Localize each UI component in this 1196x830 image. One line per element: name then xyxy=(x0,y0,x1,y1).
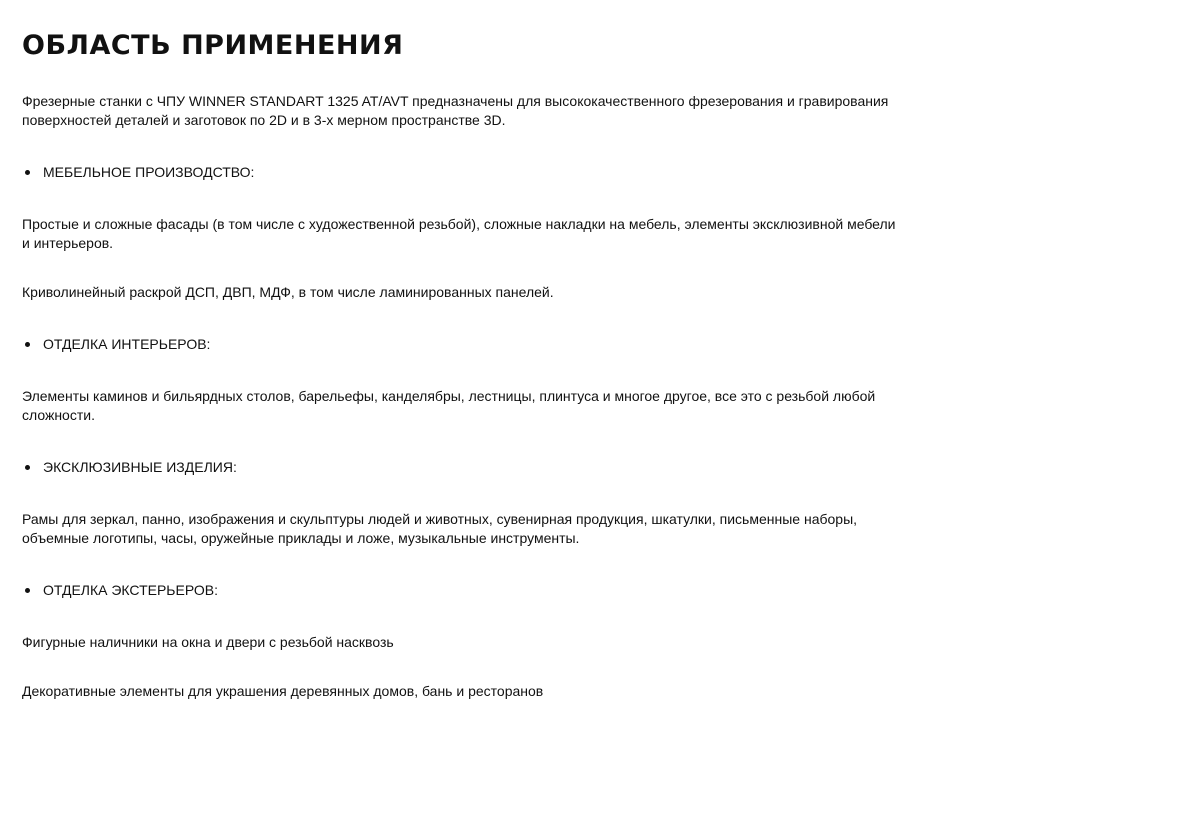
section-paragraph: Элементы каминов и бильярдных столов, барельефы, канделябры, лестницы, плинтуса и многое другое, все это с резьбой любой сложности. xyxy=(22,388,876,423)
section-paragraph: Простые и сложные фасады (в том числе с художественной резьбой), сложные накладки на мебель, элементы эксклюзивной мебели и интерьеров. xyxy=(22,216,896,251)
section-paragraph: Декоративные элементы для украшения деревянных домов, бань и ресторанов xyxy=(22,683,544,699)
document-content xyxy=(22,28,902,701)
bullet-icon xyxy=(25,465,30,470)
intro-paragraph: Фрезерные станки с ЧПУ WINNER STANDART 1325 AT/AVT предназначены для высококачественного фрезерования и гравирования поверхностей деталей и заготовок по 2D и в 3-х мерном пространстве 3D. xyxy=(22,93,889,128)
bullet-icon xyxy=(25,588,30,593)
section-heading-exclusive xyxy=(22,458,902,477)
bullet-icon xyxy=(25,342,30,347)
page-title: ОБЛАСТЬ ПРИМЕНЕНИЯ xyxy=(22,30,404,61)
section-heading-label: ОТДЕЛКА ЭКСТЕРЬЕРОВ: xyxy=(43,582,218,598)
section-heading-interiors xyxy=(22,335,902,354)
section-heading-furniture xyxy=(22,163,902,182)
section-paragraph: Криволинейный раскрой ДСП, ДВП, МДФ, в том числе ламинированных панелей. xyxy=(22,284,554,300)
document-body xyxy=(22,92,902,701)
section-heading-exteriors xyxy=(22,581,902,600)
section-paragraph: Фигурные наличники на окна и двери с резьбой насквозь xyxy=(22,634,394,650)
section-heading-label: МЕБЕЛЬНОЕ ПРОИЗВОДСТВО: xyxy=(43,164,255,180)
section-paragraph: Рамы для зеркал, панно, изображения и скульптуры людей и животных, сувенирная продукция, шкатулки, письменные наборы, объемные логотипы, часы, оружейные приклады и ложе, музыкальные инструменты. xyxy=(22,511,858,546)
section-heading-label: ЭКСКЛЮЗИВНЫЕ ИЗДЕЛИЯ: xyxy=(43,459,237,475)
section-heading-label: ОТДЕЛКА ИНТЕРЬЕРОВ: xyxy=(43,336,211,352)
bullet-icon xyxy=(25,170,30,175)
